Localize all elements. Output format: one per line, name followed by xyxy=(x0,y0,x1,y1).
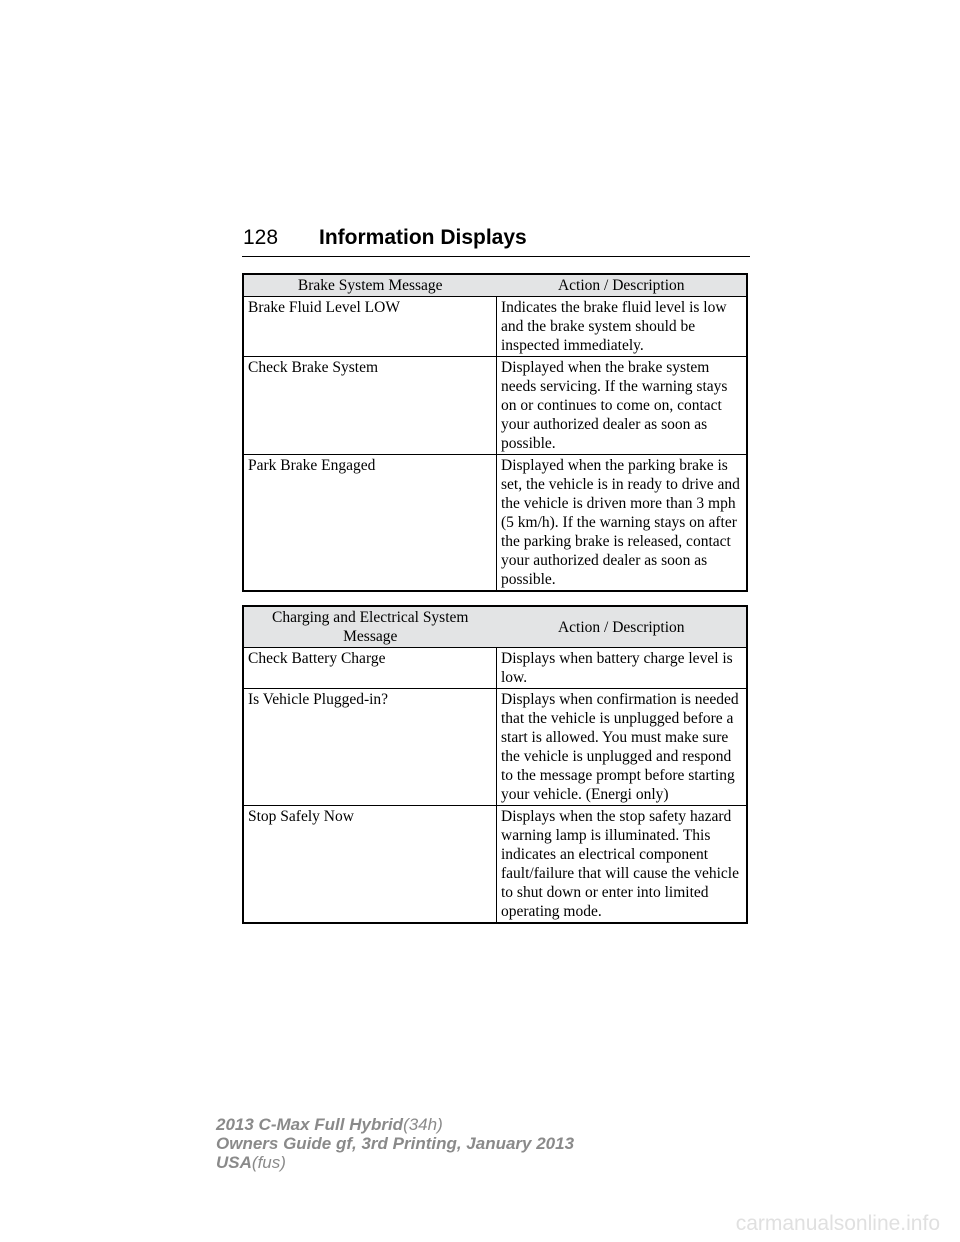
column-header-action: Action / Description xyxy=(497,274,748,297)
message-cell: Check Battery Charge xyxy=(243,648,497,689)
description-cell: Displayed when the parking brake is set, the vehicle is in ready to drive and the vehicle is driven more than 3 mph (5 km/h). If the warning stays on after the parking brake is released, contact your authorized dealer as soon as possible. xyxy=(497,455,748,592)
table-row xyxy=(243,648,747,689)
message-cell: Is Vehicle Plugged-in? xyxy=(243,689,497,806)
footer-guide: Owners Guide gf, 3rd Printing, January 2013 xyxy=(216,1134,575,1153)
table-header-row xyxy=(243,274,747,297)
brake-system-table xyxy=(242,273,748,592)
description-cell: Displays when confirmation is needed that the vehicle is unplugged before a start is allowed. You must make sure the vehicle is unplugged and respond to the message prompt before starting your vehicle. (Energi only) xyxy=(497,689,748,806)
footer-market-code: (fus) xyxy=(251,1153,286,1172)
message-cell: Stop Safely Now xyxy=(243,806,497,924)
document-footer xyxy=(216,1115,574,1172)
footer-model-code: (34h) xyxy=(403,1115,443,1134)
description-cell: Indicates the brake fluid level is low and the brake system should be inspected immediately. xyxy=(497,297,748,357)
table-row xyxy=(243,689,747,806)
footer-line-3 xyxy=(216,1153,574,1172)
column-header-message: Brake System Message xyxy=(243,274,497,297)
table-row xyxy=(243,297,747,357)
message-cell: Check Brake System xyxy=(243,357,497,455)
watermark-text: carmanualsonline.info xyxy=(735,1212,940,1235)
header-rule xyxy=(242,256,750,257)
message-cell: Brake Fluid Level LOW xyxy=(243,297,497,357)
description-cell: Displays when the stop safety hazard warning lamp is illuminated. This indicates an electrical component fault/failure that will cause the vehicle to shut down or enter into limited operating mode. xyxy=(497,806,748,924)
table-row xyxy=(243,806,747,924)
table-row xyxy=(243,455,747,592)
description-cell: Displays when battery charge level is low. xyxy=(497,648,748,689)
table-row xyxy=(243,357,747,455)
page-number: 128 xyxy=(243,226,279,249)
description-cell: Displayed when the brake system needs servicing. If the warning stays on or continues to come on, contact your authorized dealer as soon as possible. xyxy=(497,357,748,455)
charging-electrical-table xyxy=(242,605,748,924)
message-cell: Park Brake Engaged xyxy=(243,455,497,592)
column-header-message: Charging and Electrical System Message xyxy=(243,606,497,648)
footer-line-1 xyxy=(216,1115,574,1134)
footer-market: USA xyxy=(216,1153,252,1172)
section-title: Information Displays xyxy=(319,226,527,249)
footer-line-2 xyxy=(216,1134,574,1153)
footer-model: 2013 C-Max Full Hybrid xyxy=(216,1115,404,1134)
table-header-row xyxy=(243,606,747,648)
column-header-action: Action / Description xyxy=(497,606,748,648)
